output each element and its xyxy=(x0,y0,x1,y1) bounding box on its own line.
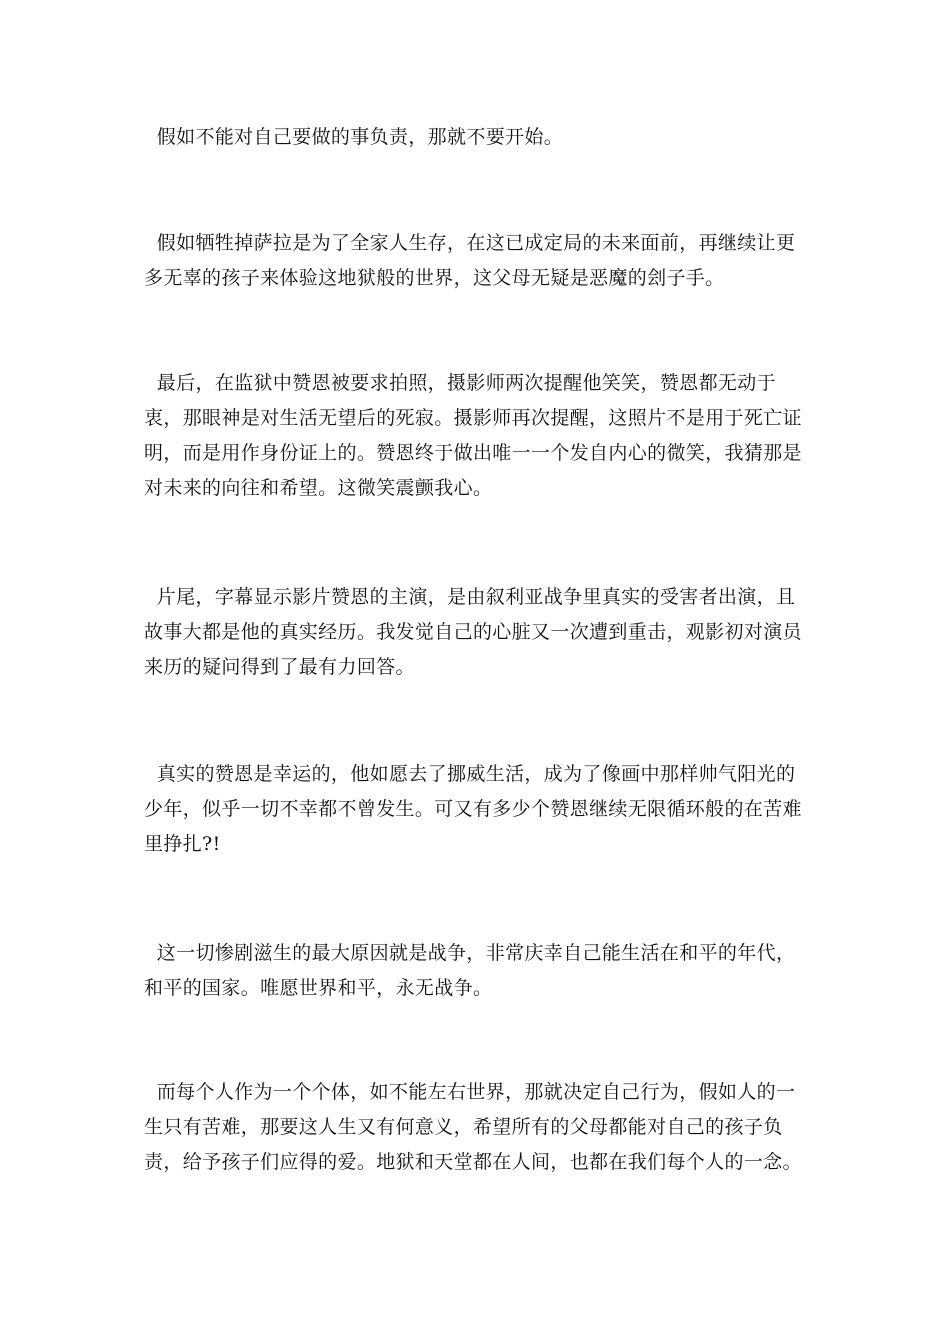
paragraph-1: 假如不能对自己要做的事负责，那就不要开始。 xyxy=(144,126,564,148)
paragraph-3: 最后，在监狱中赞恩被要求拍照，摄影师两次提醒他笑笑，赞恩都无动于衷，那眼神是对生活无望后的死寂。摄影师再次提醒，这照片不是用于死亡证明，而是用作身份证上的。赞恩终于做出唯一一个发自内心的微笑，我猜那是对未来的向往和希望。这微笑震颤我心。 xyxy=(144,372,802,499)
paragraph-2: 假如牺牲掉萨拉是为了全家人生存，在这已成定局的未来面前，再继续让更多无辜的孩子来体验这地狱般的世界，这父母无疑是恶魔的刽子手。 xyxy=(144,232,796,289)
paragraph-6: 这一切惨剧滋生的最大原因就是战争，非常庆幸自己能生活在和平的年代，和平的国家。唯愿世界和平，永无战争。 xyxy=(144,942,796,999)
paragraph-5: 真实的赞恩是幸运的，他如愿去了挪威生活，成为了像画中那样帅气阳光的少年，似乎一切不幸都不曾发生。可又有多少个赞恩继续无限循环般的在苦难里挣扎?! xyxy=(144,763,802,855)
paragraph-7: 而每个人作为一个个体，如不能左右世界，那就决定自己行为，假如人的一生只有苦难，那要这人生又有何意义，希望所有的父母都能对自己的孩子负责，给予孩子们应得的爱。地狱和天堂都在人间，也都在我们每个人的一念。 xyxy=(144,1081,802,1173)
paragraph-4: 片尾，字幕显示影片赞恩的主演，是由叙利亚战争里真实的受害者出演，且故事大都是他的真实经历。我发觉自己的心脏又一次遭到重击，观影初对演员来历的疑问得到了最有力回答。 xyxy=(144,586,802,678)
